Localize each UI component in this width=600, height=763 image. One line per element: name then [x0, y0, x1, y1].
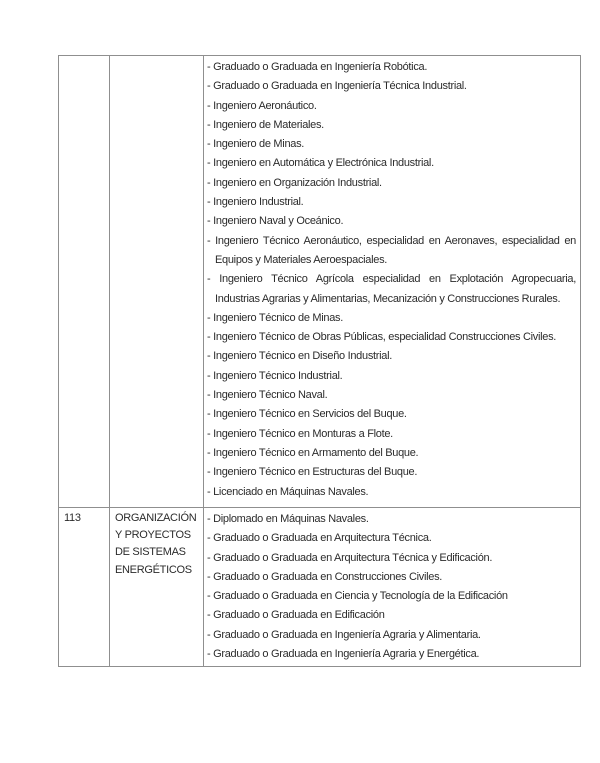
qualification-item: - Ingeniero Aeronáutico. [207, 99, 317, 112]
code-cell-empty [59, 56, 110, 508]
qualification-item: - Ingeniero Naval y Oceánico. [207, 215, 344, 228]
row-code: 113 [64, 512, 81, 524]
qualification-item: - Ingeniero en Automática y Electrónica Industrial. [207, 157, 434, 170]
qualification-item: - Ingeniero Industrial. [207, 196, 304, 209]
qualification-item: - Graduado o Graduada en Ingeniería Agraria y Energética. [207, 648, 480, 661]
qualification-item: - Ingeniero Técnico de Minas. [207, 311, 344, 324]
qualification-item: - Graduado o Graduada en Ingeniería Agraria y Alimentaria. [207, 628, 481, 641]
qualification-item: - Ingeniero Técnico en Armamento del Buque. [207, 446, 419, 459]
qualification-item: - Graduado o Graduada en Edificación [207, 609, 385, 622]
row-title-line: ENERGÉTICOS [115, 563, 192, 576]
qualification-item: - Ingeniero Técnico en Monturas a Flote. [207, 427, 393, 440]
qualifications-cell [204, 56, 581, 508]
row-title-line: Y PROYECTOS [115, 529, 191, 542]
qualification-item: - Ingeniero de Materiales. [207, 118, 324, 131]
qualification-item: - Ingeniero Técnico en Servicios del Buque. [207, 408, 407, 421]
qualification-item: - Diplomado en Máquinas Navales. [207, 513, 369, 525]
code-cell [59, 508, 110, 667]
qualification-item: - Graduado o Graduada en Arquitectura Técnica y Edificación. [207, 551, 493, 564]
qualification-item: - Graduado o Graduada en Arquitectura Técnica. [207, 532, 432, 545]
qualification-item: - Licenciado en Máquinas Navales. [207, 485, 369, 498]
qualification-item: - Ingeniero Técnico Naval. [207, 389, 328, 402]
qualification-item: - Graduado o Graduada en Ingeniería Técnica Industrial. [207, 80, 467, 93]
qualification-item: - Ingeniero Técnico Aeronáutico, especialidad en Aeronaves, especialidad en Equipos y Materiales Aeroespaciales. [207, 234, 576, 266]
title-cell-empty [110, 56, 204, 508]
row-title-line: ORGANIZACIÓN [115, 512, 197, 524]
table-row-113 [59, 508, 581, 667]
qualification-item: - Ingeniero en Organización Industrial. [207, 176, 382, 189]
qualification-item: - Ingeniero Técnico Agrícola especialidad en Explotación Agropecuaria, Industrias Agrarias y Alimentarias, Mecanización y Construcciones Rurales. [207, 273, 576, 305]
qualification-item: - Ingeniero de Minas. [207, 138, 305, 151]
qualification-item: - Ingeniero Técnico Industrial. [207, 369, 343, 382]
qualification-item: - Ingeniero Técnico en Diseño Industrial. [207, 350, 392, 363]
qualification-item: - Graduado o Graduada en Construcciones Civiles. [207, 570, 443, 583]
qualification-item: - Graduado o Graduada en Ingeniería Robótica. [207, 61, 428, 73]
row-title-line: DE SISTEMAS [115, 546, 186, 559]
qualification-item: - Ingeniero Técnico de Obras Públicas, especialidad Construcciones Civiles. [207, 331, 557, 344]
qualifications-table [58, 55, 581, 667]
qualification-item: - Graduado o Graduada en Ciencia y Tecnología de la Edificación [207, 590, 508, 603]
title-cell [110, 508, 204, 667]
qualifications-cell [204, 508, 581, 667]
qualification-item: - Ingeniero Técnico en Estructuras del Buque. [207, 466, 418, 479]
table-row-continuation [59, 56, 581, 508]
